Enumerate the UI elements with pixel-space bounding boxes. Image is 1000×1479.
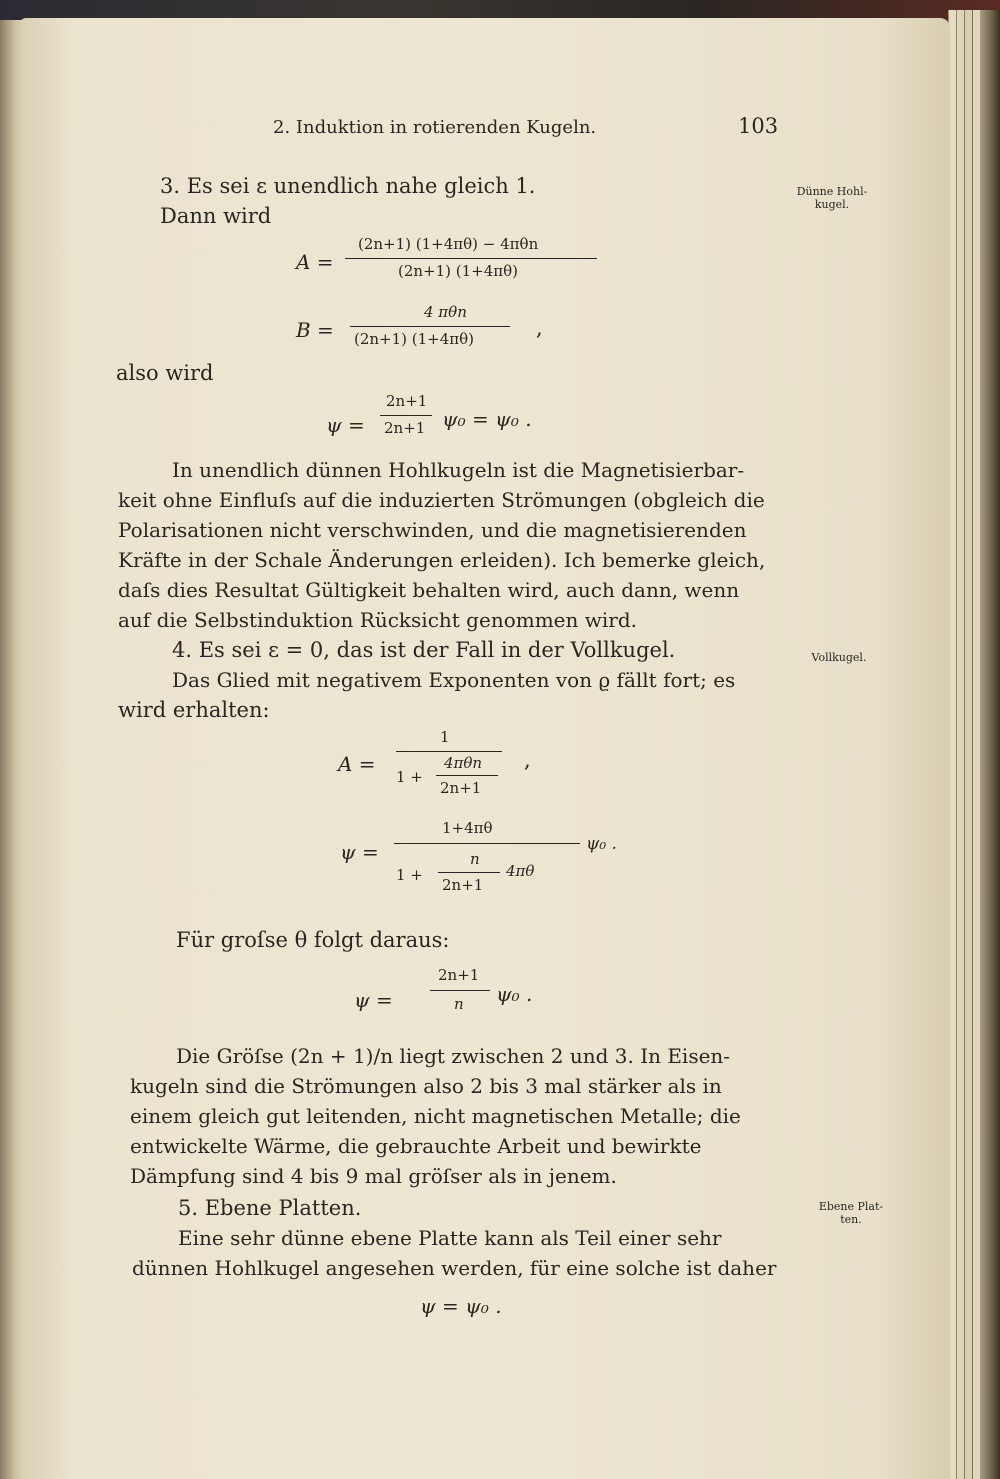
formula-psi-denominator: 2n+1	[384, 419, 426, 437]
formula-psi2-denominator-prefix: 1 +	[396, 866, 423, 884]
book-cover-edge	[980, 10, 1000, 1479]
text-line: Eine sehr dünne ebene Platte kann als Teil einer sehr	[178, 1226, 722, 1250]
formula-psi3-denominator: n	[454, 995, 464, 1013]
text-line: auf die Selbstinduktion Rücksicht genommen wird.	[118, 608, 637, 632]
formula-psi2-inner-numerator: n	[470, 850, 480, 868]
margin-note-line: kugel.	[814, 197, 850, 211]
formula-psi-numerator: 2n+1	[386, 392, 428, 410]
page-edge	[956, 10, 964, 1479]
page-edge	[972, 10, 980, 1479]
formula-psi2-denominator-suffix: 4πθ	[506, 862, 535, 880]
page-number: 103	[738, 114, 779, 138]
section-3-heading: 3. Es sei ε unendlich nahe gleich 1.	[160, 174, 536, 198]
formula-psi3-rhs: ψ₀ .	[496, 982, 533, 1006]
formula-psi2-rhs: ψ₀ .	[586, 834, 617, 854]
text-line: kugeln sind die Strömungen also 2 bis 3 mal stärker als in	[130, 1074, 722, 1098]
text-line: Kräfte in der Schale Änderungen erleiden). Ich bemerke gleich,	[118, 548, 766, 572]
formula-psi-lhs: ψ =	[326, 413, 365, 437]
formula-A-denominator: (2n+1) (1+4πθ)	[398, 262, 519, 280]
formula-psi2-numerator: 1+4πθ	[442, 819, 493, 837]
section-5-heading: 5. Ebene Platten.	[178, 1196, 362, 1220]
fraction-bar	[396, 751, 502, 752]
formula-final: ψ = ψ₀ .	[420, 1294, 502, 1318]
text-line: wird erhalten:	[118, 698, 270, 722]
fraction-bar	[350, 326, 510, 327]
text-line: Für groſse θ folgt daraus:	[176, 928, 450, 952]
formula-A-lhs: A =	[296, 250, 334, 274]
formula-A2-inner-numerator: 4πθn	[444, 754, 483, 772]
text-line: entwickelte Wärme, die gebrauchte Arbeit und bewirkte	[130, 1134, 702, 1158]
formula-psi2-inner-denominator: 2n+1	[442, 876, 484, 894]
text-line: Dämpfung sind 4 bis 9 mal gröſser als in jenem.	[130, 1164, 617, 1188]
formula-A2-comma: ,	[524, 748, 531, 772]
formula-A-numerator: (2n+1) (1+4πθ) − 4πθn	[358, 235, 539, 253]
margin-note-line: Ebene Plat-	[818, 1200, 884, 1213]
formula-A2-denominator-prefix: 1 +	[396, 768, 423, 786]
text-line: Die Gröſse (2n + 1)/n liegt zwischen 2 und 3. In Eisen-	[176, 1044, 731, 1068]
book-page	[20, 18, 950, 1479]
fraction-bar	[436, 775, 498, 776]
text-line: daſs dies Resultat Gültigkeit behalten wird, auch dann, wenn	[118, 578, 740, 602]
formula-B-numerator: 4 πθn	[424, 303, 467, 321]
text-line: Polarisationen nicht verschwinden, und die magnetisierenden	[118, 518, 747, 542]
formula-A2-inner-denominator: 2n+1	[440, 779, 482, 797]
text-line: einem gleich gut leitenden, nicht magnetischen Metalle; die	[130, 1104, 741, 1128]
formula-B-comma: ,	[536, 316, 543, 340]
formula-psi-rhs: ψ₀ = ψ₀ .	[442, 407, 532, 431]
margin-note-vollkugel: Vollkugel.	[811, 651, 867, 664]
text-line: In unendlich dünnen Hohlkugeln ist die Magnetisierbar-	[172, 458, 745, 482]
text-line: Das Glied mit negativem Exponenten von ϱ fällt fort; es	[172, 668, 736, 692]
text-line: dünnen Hohlkugel angesehen werden, für eine solche ist daher	[132, 1256, 777, 1280]
formula-B-denominator: (2n+1) (1+4πθ)	[354, 330, 475, 348]
running-title: 2. Induktion in rotierenden Kugeln.	[273, 117, 597, 138]
formula-B-lhs: B =	[296, 318, 334, 342]
margin-note-line: Dünne Hohl-	[796, 185, 868, 198]
fraction-bar	[430, 990, 490, 991]
fraction-bar	[394, 843, 580, 844]
margin-note-duenne-hohlkugel	[784, 186, 880, 211]
fraction-bar	[438, 872, 500, 873]
formula-psi3-numerator: 2n+1	[438, 966, 480, 984]
formula-A2-lhs: A =	[338, 752, 376, 776]
fraction-bar	[345, 258, 597, 259]
text-line: Dann wird	[160, 204, 272, 228]
formula-psi2-lhs: ψ =	[340, 840, 379, 864]
margin-note-ebene-platten	[806, 1201, 896, 1226]
text-line: keit ohne Einfluſs auf die induzierten Strömungen (obgleich die	[118, 488, 765, 512]
formula-psi3-lhs: ψ =	[354, 988, 393, 1012]
text-line: also wird	[116, 361, 214, 385]
fraction-bar	[380, 415, 432, 416]
page-edge	[964, 10, 972, 1479]
section-4-heading: 4. Es sei ε = 0, das ist der Fall in der Vollkugel.	[172, 638, 676, 662]
formula-A2-numerator: 1	[440, 728, 450, 746]
margin-note-line: ten.	[840, 1212, 862, 1226]
